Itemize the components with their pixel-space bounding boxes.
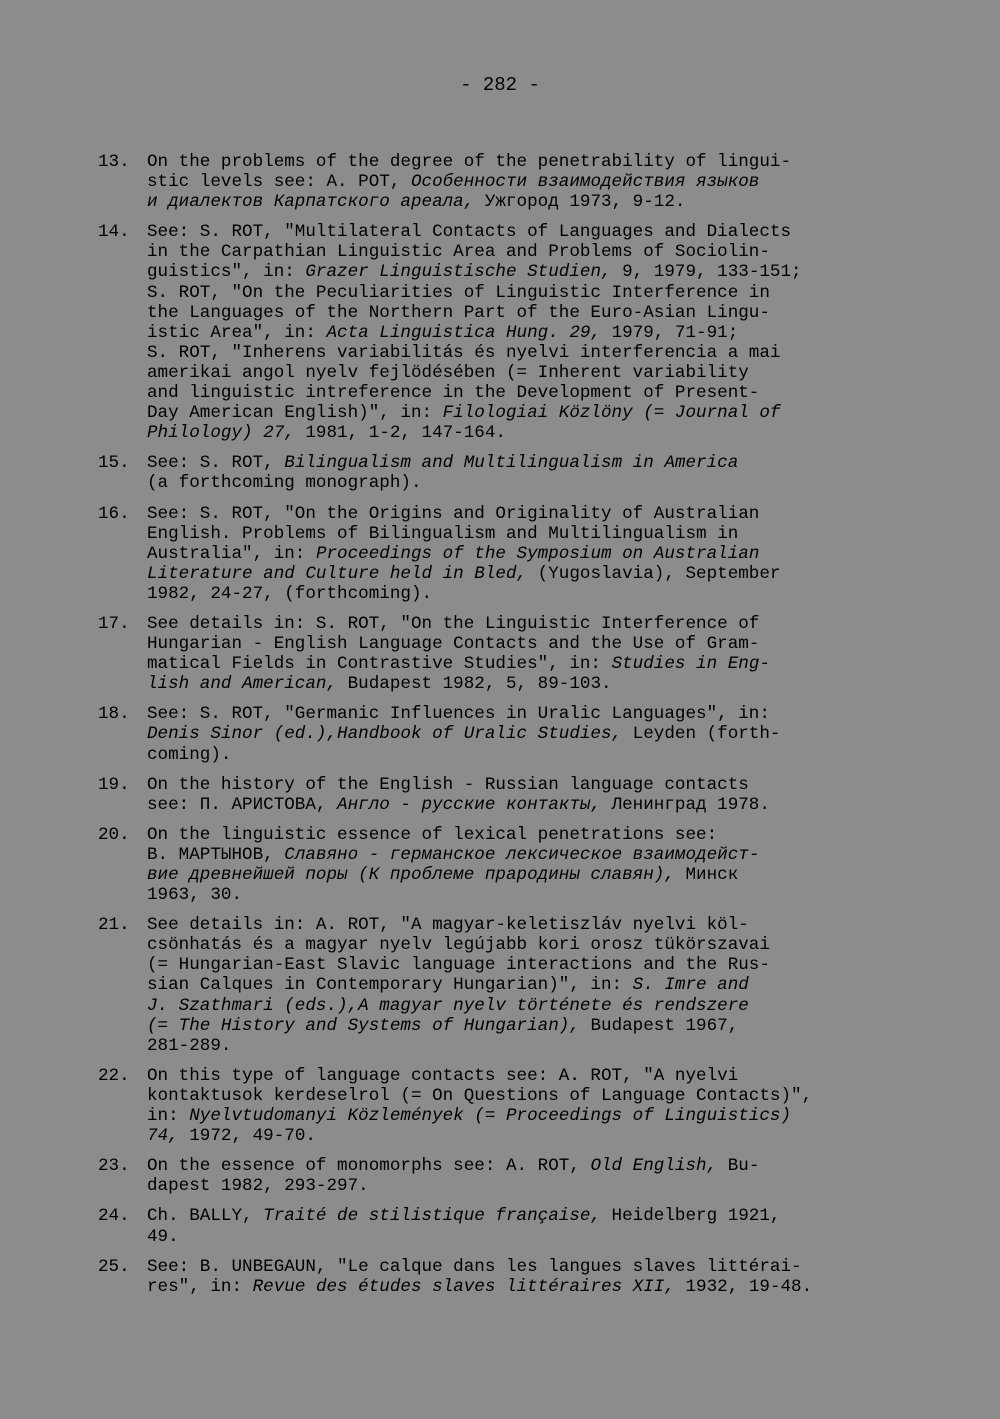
text-segment: Heidelberg 1921, <box>601 1206 781 1227</box>
text-segment: Ленинград 1978. <box>601 794 770 815</box>
italic-text: (= The History and Systems of Hungarian), <box>147 1015 580 1036</box>
italic-text: Denis Sinor (ed.),Handbook of Uralic Studies, <box>147 724 623 745</box>
footnote-item <box>98 915 898 1056</box>
italic-text: и диалектов Карпатского ареала, <box>147 192 475 213</box>
text-segment: 9, 1979, 133-151; <box>611 262 802 283</box>
text-segment: Budapest 1982, 5, 89-103. <box>337 674 612 695</box>
text-segment: in: <box>147 1106 190 1127</box>
footnote-item <box>98 775 898 815</box>
italic-text: вие древнейшей поры (К проблеме прародины славян), <box>147 865 675 885</box>
footnote-item <box>98 614 898 694</box>
footnote-item <box>98 1066 898 1146</box>
text-segment: in the Carpathian Linguistic Area and Problems of Sociolin- <box>147 242 770 263</box>
footnote-list <box>98 152 898 1297</box>
text-segment: csönhatás és a magyar nyelv legújabb kori orosz tükörszavai <box>147 935 770 956</box>
text-segment: Day American English)", in: <box>147 403 443 424</box>
text-segment: See details in: A. ROT, "A magyar-keletiszláv nyelvi köl- <box>147 915 749 936</box>
text-segment: 1932, 19-48. <box>674 1276 813 1297</box>
footnote-text <box>147 1066 812 1146</box>
italic-text: Proceedings of the Symposium on Australian <box>315 543 760 564</box>
text-segment: (a forthcoming monograph). <box>147 473 422 494</box>
footnote-text <box>147 825 759 905</box>
italic-text: Literature and Culture held in Bled, <box>147 563 528 584</box>
text-segment: coming). <box>147 744 232 765</box>
footnote-text <box>147 775 770 815</box>
italic-text: Nyelvtudomanyi Közlemények (= Proceedings of Linguistics) <box>189 1106 792 1127</box>
text-segment: (Yugoslavia), September <box>527 563 781 584</box>
italic-text: Англо - русские контакты, <box>337 794 601 815</box>
text-segment: В. МАРТЫНОВ, <box>147 844 285 865</box>
footnote-text <box>147 453 738 493</box>
footnote-text <box>147 614 770 694</box>
text-segment: 1982, 24-27, (forthcoming). <box>147 583 433 604</box>
footnote-number: 19. <box>98 774 130 795</box>
text-segment: Ch. BALLY, <box>147 1206 264 1227</box>
text-segment: res", in: <box>147 1276 253 1297</box>
footnote-text <box>147 1206 781 1246</box>
text-segment: S. ROT, "Inherens variabilitás és nyelvi interferencia a mai <box>147 342 781 363</box>
text-segment: amerikai angol nyelv fejlödésében (= Inherent variability <box>147 362 749 383</box>
footnote-number: 17. <box>98 613 130 634</box>
text-segment: 1972, 49-70. <box>178 1126 316 1147</box>
italic-text: J. Szathmari (eds.),A magyar nyelv története és rendszere <box>147 995 749 1016</box>
footnote-number: 15. <box>98 453 130 474</box>
footnote-item <box>98 1156 898 1196</box>
text-segment: istic Area", in: <box>147 322 327 343</box>
footnote-text <box>147 504 781 604</box>
footnote-item <box>98 152 898 212</box>
text-segment: Budapest 1967, <box>579 1015 739 1036</box>
text-segment: Bu- <box>717 1156 760 1177</box>
text-segment: 281-289. <box>147 1035 232 1056</box>
text-segment: See: S. ROT, "Germanic Influences in Uralic Languages", in: <box>147 704 770 725</box>
text-segment: 1979, 71-91; <box>601 322 739 343</box>
text-segment: See: S. ROT, "Multilateral Contacts of Languages and Dialects <box>147 222 792 243</box>
text-segment: On the problems of the degree of the penetrability of lingui- <box>147 152 792 172</box>
text-segment: the Languages of the Northern Part of the Euro-Asian Lingu- <box>147 302 770 323</box>
text-segment: kontaktusok kerdeselrol (= On Questions of Language Contacts)", <box>147 1085 813 1106</box>
text-segment: Australia", in: <box>147 543 316 564</box>
text-segment: guistics", in: <box>147 262 306 283</box>
text-segment: See details in: S. ROT, "On the Linguistic Interference of <box>147 613 760 634</box>
text-segment: see: П. АРИСТОВА, <box>147 794 338 815</box>
footnote-number: 24. <box>98 1206 130 1227</box>
footnote-item <box>98 1257 898 1297</box>
footnote-number: 13. <box>98 152 130 172</box>
footnote-text <box>147 915 770 1056</box>
footnote-text <box>147 1156 759 1196</box>
text-segment: matical Fields in Contrastive Studies", in: <box>147 654 612 675</box>
italic-text: Philology) 27, <box>147 423 295 444</box>
text-segment: sian Calques in Contemporary Hungarian)", in: <box>147 975 633 996</box>
italic-text: Особенности взаимодействия языков <box>410 172 760 193</box>
italic-text: Studies in Eng- <box>611 654 770 675</box>
footnote-number: 21. <box>98 915 130 936</box>
text-segment: 49. <box>147 1226 179 1247</box>
text-segment: On the essence of monomorphs see: A. ROT, <box>147 1156 591 1177</box>
footnote-text <box>147 1257 812 1297</box>
text-segment: On the history of the English - Russian language contacts <box>147 774 749 795</box>
text-segment: Hungarian - English Language Contacts and the Use of Gram- <box>147 634 760 655</box>
italic-text: lish and American, <box>147 674 338 695</box>
italic-text: 74, <box>147 1126 179 1147</box>
page-number: - 282 - <box>460 74 540 96</box>
italic-text: Grazer Linguistische Studien, <box>305 262 612 283</box>
italic-text: Acta Linguistica Hung. 29, <box>326 322 602 343</box>
footnote-number: 18. <box>98 704 130 725</box>
footnote-number: 14. <box>98 222 130 243</box>
text-segment: See: B. UNBEGAUN, "Le calque dans les langues slaves littérai- <box>147 1256 802 1277</box>
italic-text: Old English, <box>590 1156 718 1177</box>
italic-text: Revue des études slaves littéraires XII, <box>252 1276 675 1297</box>
footnote-number: 23. <box>98 1156 130 1177</box>
footnote-text <box>147 704 780 764</box>
italic-text: Filologiai Közlöny (= Journal of <box>442 403 781 424</box>
footnote-number: 22. <box>98 1065 130 1086</box>
italic-text: Traité de stilistique française, <box>263 1206 601 1227</box>
text-segment: On the linguistic essence of lexical penetrations see: <box>147 824 718 845</box>
text-segment: (= Hungarian-East Slavic language interactions and the Rus- <box>147 955 770 976</box>
text-segment: stic levels see: А. РОТ, <box>147 172 411 193</box>
footnote-number: 25. <box>98 1256 130 1277</box>
footnote-text <box>147 152 791 212</box>
text-segment: See: S. ROT, <box>147 453 285 474</box>
text-segment: English. Problems of Bilingualism and Multilingualism in <box>147 523 739 544</box>
footnote-text <box>147 222 802 443</box>
text-segment: See: S. ROT, "On the Origins and Originality of Australian <box>147 503 760 524</box>
text-segment: Leyden (forth- <box>622 724 781 745</box>
footnote-number: 20. <box>98 824 130 845</box>
text-segment: and linguistic intreference in the Development of Present- <box>147 383 760 404</box>
footnote-number: 16. <box>98 503 130 524</box>
text-segment: dapest 1982, 293-297. <box>147 1176 369 1197</box>
italic-text: Славяно - германское лексическое взаимодейст- <box>284 844 760 865</box>
footnote-item <box>98 504 898 604</box>
footnote-item <box>98 1206 898 1246</box>
italic-text: S. Imre and <box>632 975 749 996</box>
footnote-item <box>98 704 898 764</box>
italic-text: Bilingualism and Multilingualism in America <box>284 453 739 474</box>
text-segment: S. ROT, "On the Peculiarities of Linguistic Interference in <box>147 282 770 303</box>
text-segment: Ужгород 1973, 9-12. <box>474 192 686 213</box>
footnote-item <box>98 222 898 443</box>
footnote-item <box>98 825 898 905</box>
text-segment: On this type of language contacts see: A. ROT, "A nyelvi <box>147 1065 739 1086</box>
text-segment: 1981, 1-2, 147-164. <box>294 423 506 444</box>
text-segment: Минск <box>674 865 739 885</box>
text-segment: 1963, 30. <box>147 885 243 906</box>
footnote-item <box>98 453 898 493</box>
